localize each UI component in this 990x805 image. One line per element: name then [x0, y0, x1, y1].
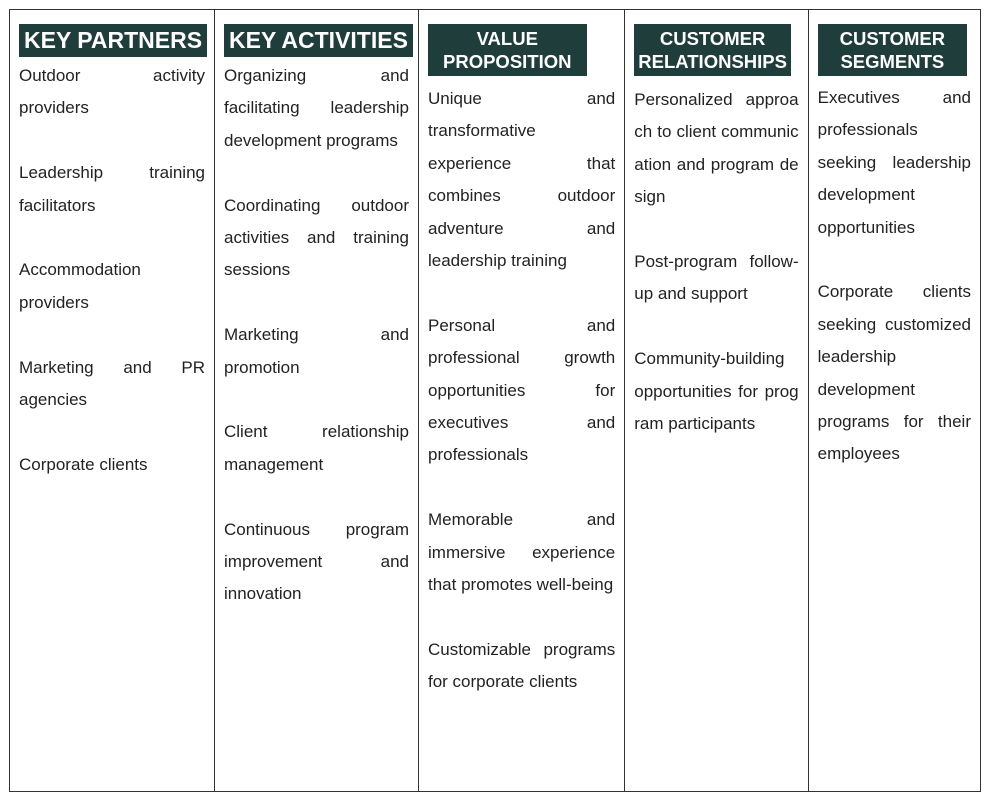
- key-activities-list: [224, 60, 409, 611]
- list-item: Continuous program improvement and innovation: [224, 519, 409, 604]
- header-line: SEGMENTS: [840, 51, 945, 72]
- customer-segments-header: [818, 24, 968, 76]
- value-proposition-list: [428, 83, 615, 699]
- key-partners-list: [19, 60, 205, 481]
- list-item: Personalized approach to client communication and program design: [634, 90, 799, 207]
- business-model-canvas-table: [9, 9, 981, 792]
- list-item: Executives and professionals seeking leadership development opportunities: [817, 88, 971, 237]
- key-partners-column: [10, 10, 215, 791]
- list-item: Leadership training facilitators: [19, 163, 205, 215]
- customer-segments-list: [818, 82, 971, 471]
- header-line: VALUE: [476, 28, 538, 49]
- list-item: Personal and professional growth opportunities for executives and professionals: [428, 315, 616, 465]
- key-partners-header: KEY PARTNERS: [19, 24, 207, 57]
- header-line: PROPOSITION: [443, 51, 572, 72]
- header-line: CUSTOMER: [659, 28, 766, 49]
- list-item: Marketing and promotion: [224, 325, 409, 377]
- customer-relationships-column: [625, 10, 808, 791]
- list-item: Accommodation providers: [19, 260, 141, 312]
- value-proposition-header: [428, 24, 587, 76]
- key-activities-header: KEY ACTIVITIES: [224, 24, 413, 57]
- list-item: Client relationship management: [224, 422, 409, 474]
- key-activities-column: [215, 10, 419, 791]
- list-item: Post-program follow-up and support: [634, 252, 799, 304]
- customer-relationships-header: [634, 24, 791, 76]
- header-line: RELATIONSHIPS: [638, 51, 787, 72]
- customer-relationships-list: [634, 84, 798, 440]
- list-item: Customizable programs for corporate clients: [428, 639, 616, 692]
- list-item: Organizing and facilitating leadership development programs: [224, 66, 409, 150]
- list-item: Corporate clients seeking customized leadership development programs for their employees: [817, 282, 971, 464]
- list-item: Community-building opportunities for program participants: [634, 349, 799, 434]
- list-item: Marketing and PR agencies: [19, 357, 205, 410]
- list-item: Corporate clients: [19, 454, 148, 474]
- list-item: Unique and transformative experience that combines outdoor adventure and leadership training: [428, 89, 616, 271]
- list-item: Outdoor activity providers: [19, 66, 205, 118]
- customer-segments-column: [809, 10, 980, 791]
- list-item: Memorable and immersive experience that promotes well-being: [428, 510, 616, 595]
- value-proposition-column: [419, 10, 625, 791]
- header-line: CUSTOMER: [839, 28, 946, 49]
- list-item: Coordinating outdoor activities and training sessions: [224, 195, 409, 280]
